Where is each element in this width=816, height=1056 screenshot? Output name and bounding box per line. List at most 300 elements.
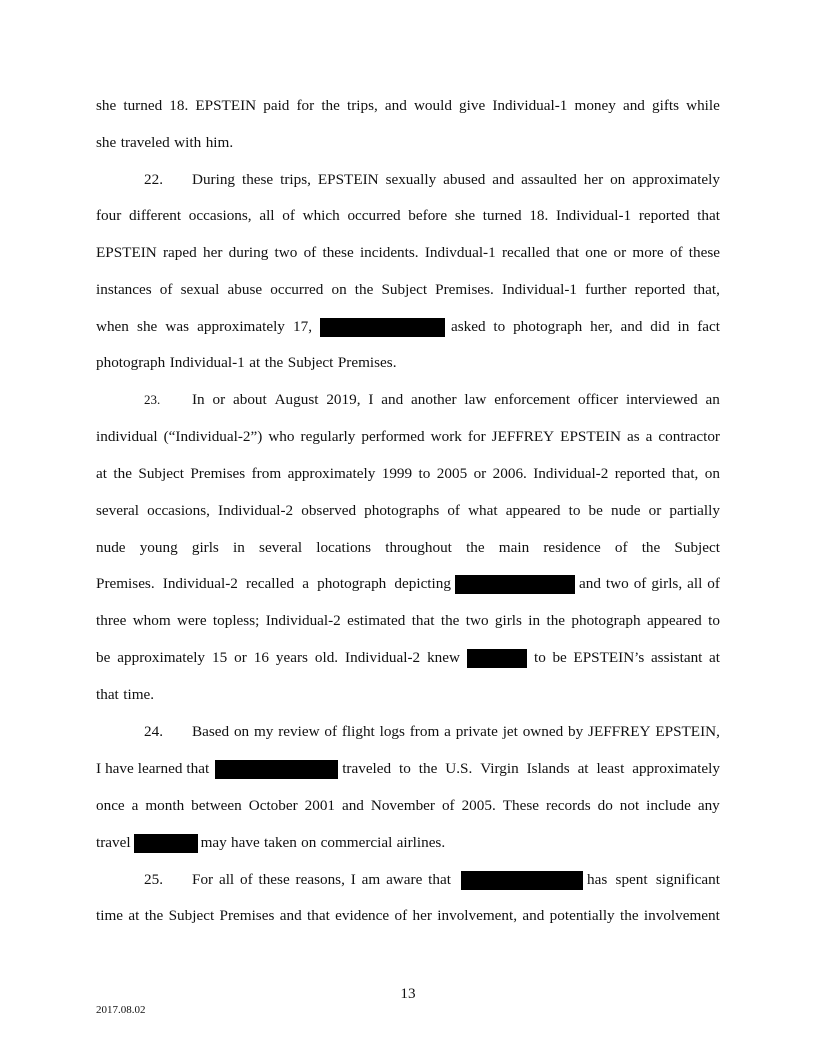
word: the bbox=[641, 539, 661, 556]
word: interviewed bbox=[626, 391, 698, 408]
p23-line-8-after bbox=[534, 647, 720, 669]
word: did bbox=[650, 318, 670, 335]
word: young bbox=[139, 539, 178, 556]
word: and bbox=[381, 391, 404, 408]
p23-line-9 bbox=[96, 684, 720, 706]
word: who bbox=[268, 428, 295, 445]
word: and bbox=[579, 575, 601, 592]
word: and bbox=[492, 171, 515, 188]
word: main bbox=[498, 539, 530, 556]
word: do bbox=[597, 797, 613, 814]
word: 18. bbox=[169, 97, 189, 114]
p22-line-4 bbox=[96, 279, 720, 301]
word: that bbox=[96, 686, 119, 703]
word: Individual-1 bbox=[501, 281, 578, 298]
paragraph-number-24: 24. bbox=[144, 723, 163, 740]
word: to bbox=[399, 760, 411, 777]
p24-line-3 bbox=[96, 795, 720, 817]
word: fact bbox=[697, 318, 720, 335]
word: November bbox=[370, 797, 435, 814]
word: her bbox=[202, 244, 223, 261]
word: photograph bbox=[317, 575, 387, 592]
word: that, bbox=[693, 281, 720, 298]
word: recalled bbox=[501, 244, 551, 261]
word: individual bbox=[96, 428, 158, 445]
word: girls bbox=[191, 539, 219, 556]
word: more bbox=[632, 244, 664, 261]
word: my bbox=[253, 723, 274, 740]
word: reported bbox=[614, 465, 666, 482]
p25-line-1-after bbox=[587, 869, 720, 891]
word: Subject bbox=[674, 539, 720, 556]
word: EPSTEIN’s bbox=[573, 649, 645, 666]
word: for bbox=[296, 97, 315, 114]
word: the bbox=[321, 97, 340, 114]
word: of bbox=[159, 281, 173, 298]
word: while bbox=[686, 97, 720, 114]
word: EPSTEIN, bbox=[655, 723, 720, 740]
word: and bbox=[279, 907, 302, 924]
word: learned bbox=[137, 760, 183, 777]
p23-line-4 bbox=[96, 500, 720, 522]
p25-line-2 bbox=[96, 905, 720, 927]
word: appeared bbox=[646, 612, 702, 629]
word: by bbox=[568, 723, 584, 740]
word: that bbox=[428, 871, 451, 888]
word: Indivdual-1 bbox=[424, 244, 496, 261]
word: she bbox=[96, 134, 117, 151]
p24-line-4 bbox=[96, 832, 720, 854]
word: the bbox=[546, 612, 566, 629]
word: turned bbox=[482, 207, 522, 224]
word: to bbox=[568, 502, 581, 519]
word: she bbox=[454, 207, 476, 224]
word: Individual-1 bbox=[492, 97, 568, 114]
p23-line-6-after bbox=[579, 573, 720, 595]
word: that bbox=[697, 207, 720, 224]
word: During bbox=[192, 171, 236, 188]
word: Premises. bbox=[337, 354, 397, 371]
paragraph-number-22: 22. bbox=[144, 171, 163, 188]
word: raped bbox=[163, 244, 197, 261]
word: the bbox=[620, 907, 639, 924]
word: of bbox=[282, 207, 295, 224]
word: 2001 bbox=[304, 797, 335, 814]
word: depicting bbox=[394, 575, 451, 592]
word: These bbox=[502, 797, 539, 814]
word: 18. bbox=[529, 207, 549, 224]
word: or bbox=[234, 649, 247, 666]
p25-line-1 bbox=[96, 869, 720, 891]
word: topless; bbox=[212, 612, 260, 629]
word: of bbox=[633, 575, 647, 592]
word: occasions, bbox=[147, 502, 210, 519]
p22-line-2 bbox=[96, 205, 720, 227]
word: approximately bbox=[632, 171, 720, 188]
word: which bbox=[302, 207, 340, 224]
word: EPSTEIN bbox=[560, 428, 621, 445]
word: asked bbox=[451, 318, 486, 335]
p24-line-2-after bbox=[342, 758, 720, 780]
word: involvement, bbox=[437, 907, 518, 924]
word: at bbox=[577, 760, 589, 777]
word: U.S. bbox=[445, 760, 473, 777]
word: at bbox=[128, 907, 140, 924]
word: several bbox=[96, 502, 140, 519]
word: occurred bbox=[347, 207, 401, 224]
word: an bbox=[705, 391, 720, 408]
word: she bbox=[96, 97, 117, 114]
word: enforcement bbox=[494, 391, 571, 408]
word: include bbox=[646, 797, 691, 814]
redaction-bar bbox=[320, 318, 445, 337]
word: all bbox=[218, 871, 235, 888]
p25-line-1-before bbox=[192, 869, 451, 891]
word: 17, bbox=[293, 318, 312, 335]
p24-line-1 bbox=[96, 721, 720, 743]
p23-line-6-before bbox=[96, 573, 451, 595]
word: girls, bbox=[651, 575, 683, 592]
word: one bbox=[585, 244, 608, 261]
word: of bbox=[707, 575, 720, 592]
word: these bbox=[322, 244, 354, 261]
word: Individual-2 bbox=[218, 502, 294, 519]
word: reasons, bbox=[295, 871, 345, 888]
word: and bbox=[522, 907, 545, 924]
word: three bbox=[96, 612, 127, 629]
word: of bbox=[441, 797, 455, 814]
word: photograph bbox=[96, 354, 166, 371]
word: her bbox=[412, 907, 432, 924]
word: significant bbox=[655, 871, 720, 888]
word: further bbox=[585, 281, 627, 298]
word: to bbox=[418, 465, 431, 482]
word: the bbox=[144, 907, 164, 924]
word: approximately bbox=[197, 318, 285, 335]
p24-line-2 bbox=[96, 758, 720, 780]
word: incidents. bbox=[359, 244, 419, 261]
word: when bbox=[96, 318, 129, 335]
word: and bbox=[341, 797, 364, 814]
word: flight bbox=[341, 723, 375, 740]
word: 1999 bbox=[381, 465, 413, 482]
word: JEFFREY bbox=[491, 428, 555, 445]
word: in bbox=[233, 539, 245, 556]
word: she bbox=[137, 318, 158, 335]
word: be bbox=[552, 649, 567, 666]
p24-line-4-before: travel bbox=[96, 834, 131, 851]
word: appeared bbox=[505, 502, 561, 519]
word: would bbox=[413, 97, 452, 114]
p23-line-1-text bbox=[192, 389, 720, 411]
word: of bbox=[324, 723, 338, 740]
word: in bbox=[528, 612, 541, 629]
word: has bbox=[587, 871, 608, 888]
word: and bbox=[622, 97, 645, 114]
word: aware bbox=[386, 871, 423, 888]
word: trips, bbox=[280, 171, 311, 188]
redaction-bar bbox=[461, 871, 583, 890]
word: photograph bbox=[513, 318, 583, 335]
word: 2005. bbox=[461, 797, 496, 814]
redaction-bar bbox=[467, 649, 527, 668]
word: review bbox=[278, 723, 320, 740]
word: approximately bbox=[117, 649, 206, 666]
word: once bbox=[96, 797, 125, 814]
word: to bbox=[708, 612, 720, 629]
word: Premises. bbox=[96, 575, 155, 592]
word: these bbox=[241, 171, 274, 188]
word: nude bbox=[96, 539, 126, 556]
word: For bbox=[192, 871, 214, 888]
word: the bbox=[354, 281, 374, 298]
p22-line-1 bbox=[96, 169, 720, 191]
word: am bbox=[361, 871, 381, 888]
p24-line-1-text bbox=[192, 721, 720, 743]
word: that bbox=[411, 612, 435, 629]
word: were bbox=[177, 612, 207, 629]
word: money bbox=[574, 97, 616, 114]
word: the bbox=[264, 354, 284, 371]
word: a bbox=[302, 575, 309, 592]
word: Based bbox=[192, 723, 230, 740]
word: whom bbox=[132, 612, 171, 629]
p23-line-7 bbox=[96, 610, 720, 632]
p21-line-2 bbox=[96, 132, 720, 154]
word: with bbox=[174, 134, 202, 151]
p22-line-3 bbox=[96, 242, 720, 264]
word: 2005 bbox=[436, 465, 468, 482]
word: at bbox=[709, 649, 720, 666]
p22-line-5 bbox=[96, 316, 720, 338]
word: approximately bbox=[632, 760, 720, 777]
word: two bbox=[605, 575, 629, 592]
word: Islands bbox=[526, 760, 570, 777]
word: about bbox=[233, 391, 267, 408]
paragraph-number-25: 25. bbox=[144, 871, 163, 888]
word: gifts bbox=[652, 97, 680, 114]
word: estimated bbox=[347, 612, 406, 629]
word: at bbox=[96, 465, 107, 482]
word: law bbox=[464, 391, 487, 408]
word: knew bbox=[427, 649, 460, 666]
word: least bbox=[596, 760, 625, 777]
word: 15 bbox=[211, 649, 228, 666]
word: another bbox=[411, 391, 457, 408]
paragraph-number-23: 23. bbox=[144, 392, 161, 407]
word: residence bbox=[543, 539, 601, 556]
word: or bbox=[648, 502, 662, 519]
p23-line-6 bbox=[96, 573, 720, 595]
word: Subject bbox=[287, 354, 334, 371]
word: officer bbox=[577, 391, 619, 408]
word: old. bbox=[314, 649, 339, 666]
word: jet bbox=[502, 723, 518, 740]
word: that, bbox=[671, 465, 699, 482]
word: Individual-2 bbox=[265, 612, 341, 629]
word: involvement bbox=[643, 907, 720, 924]
p23-line-2 bbox=[96, 426, 720, 448]
word: August bbox=[274, 391, 319, 408]
word: Individual-2 bbox=[162, 575, 238, 592]
word: what bbox=[468, 502, 498, 519]
word: traveled bbox=[120, 134, 170, 151]
p21-line-1 bbox=[96, 95, 720, 117]
word: observed bbox=[301, 502, 357, 519]
word: 2019, bbox=[326, 391, 361, 408]
word: JEFFREY bbox=[588, 723, 651, 740]
p22-line-6 bbox=[96, 352, 720, 374]
word: logs bbox=[379, 723, 405, 740]
word: as bbox=[626, 428, 640, 445]
p22-line-1-text bbox=[192, 169, 720, 191]
word: Subject bbox=[381, 281, 428, 298]
word: that bbox=[307, 907, 330, 924]
word: turned bbox=[123, 97, 163, 114]
word: Subject bbox=[138, 465, 184, 482]
word: or bbox=[613, 244, 627, 261]
word: on bbox=[331, 281, 347, 298]
word: two bbox=[274, 244, 298, 261]
word: Subject bbox=[168, 907, 215, 924]
word: approximately bbox=[287, 465, 376, 482]
word: contractor bbox=[658, 428, 720, 445]
redaction-bar bbox=[215, 760, 338, 779]
word: the bbox=[418, 760, 438, 777]
p22-line-5-before bbox=[96, 316, 312, 338]
word: potentially bbox=[549, 907, 615, 924]
word: private bbox=[455, 723, 498, 740]
word: or bbox=[473, 465, 487, 482]
word: month bbox=[145, 797, 185, 814]
word: was bbox=[165, 318, 190, 335]
word: paid bbox=[263, 97, 290, 114]
word: all bbox=[259, 207, 275, 224]
word: on bbox=[233, 723, 250, 740]
word: reported bbox=[638, 207, 690, 224]
word: to bbox=[493, 318, 506, 335]
word: of bbox=[614, 539, 628, 556]
word: spent bbox=[615, 871, 648, 888]
word: abuse bbox=[227, 281, 263, 298]
word: Virgin bbox=[480, 760, 519, 777]
word: have bbox=[105, 760, 134, 777]
word: Premises bbox=[190, 465, 246, 482]
word: work bbox=[430, 428, 462, 445]
word: partially bbox=[669, 502, 720, 519]
word: Individual-2 bbox=[533, 465, 609, 482]
word: all bbox=[687, 575, 703, 592]
p24-line-2-before bbox=[96, 758, 209, 780]
word: performed bbox=[361, 428, 425, 445]
word: Individual-1 bbox=[556, 207, 632, 224]
p23-line-5 bbox=[96, 537, 720, 559]
p24-line-4-after: may have taken on commercial airlines. bbox=[200, 834, 446, 851]
word: girls bbox=[494, 612, 522, 629]
word: her bbox=[583, 171, 604, 188]
word: owned bbox=[522, 723, 564, 740]
word: for bbox=[467, 428, 486, 445]
word: of bbox=[669, 244, 683, 261]
word: assaulted bbox=[521, 171, 577, 188]
footer-date: 2017.08.02 bbox=[96, 1004, 146, 1016]
word: not bbox=[619, 797, 640, 814]
p23-line-3 bbox=[96, 463, 720, 485]
word: or bbox=[212, 391, 226, 408]
word: four bbox=[96, 207, 122, 224]
word: time. bbox=[123, 686, 155, 703]
word: different bbox=[129, 207, 182, 224]
word: of bbox=[394, 907, 408, 924]
word: Individual-2 bbox=[345, 649, 421, 666]
word: traveled bbox=[342, 760, 392, 777]
word: I bbox=[350, 871, 356, 888]
word: and bbox=[384, 97, 407, 114]
word: occurred bbox=[270, 281, 324, 298]
redaction-bar bbox=[134, 834, 198, 853]
p23-line-1 bbox=[96, 389, 720, 411]
word: at bbox=[249, 354, 261, 371]
word: sexually bbox=[385, 171, 437, 188]
p23-line-8 bbox=[96, 647, 720, 669]
word: two bbox=[465, 612, 489, 629]
word: occasions, bbox=[188, 207, 252, 224]
word: October bbox=[248, 797, 298, 814]
word: that bbox=[556, 244, 580, 261]
word: several bbox=[259, 539, 303, 556]
p23-line-8-before bbox=[96, 647, 460, 669]
word: photograph bbox=[571, 612, 641, 629]
word: photographs bbox=[364, 502, 440, 519]
word: from bbox=[251, 465, 282, 482]
word: give bbox=[459, 97, 486, 114]
word: a bbox=[645, 428, 653, 445]
word: time bbox=[96, 907, 123, 924]
word: records bbox=[545, 797, 591, 814]
word: locations bbox=[316, 539, 372, 556]
word: the bbox=[440, 612, 460, 629]
word: of bbox=[303, 244, 317, 261]
word: and bbox=[620, 318, 643, 335]
word: I bbox=[368, 391, 374, 408]
word: throughout bbox=[385, 539, 452, 556]
page-number: 13 bbox=[400, 985, 416, 1002]
word: of bbox=[447, 502, 460, 519]
word: before bbox=[408, 207, 448, 224]
word: In bbox=[192, 391, 205, 408]
word: on bbox=[704, 465, 720, 482]
word: a bbox=[131, 797, 139, 814]
word: EPSTEIN bbox=[195, 97, 257, 114]
word: him. bbox=[205, 134, 234, 151]
word: to bbox=[534, 649, 546, 666]
word: sexual bbox=[180, 281, 220, 298]
word: any bbox=[697, 797, 720, 814]
word: regularly bbox=[300, 428, 356, 445]
word: these bbox=[688, 244, 720, 261]
word: the bbox=[466, 539, 485, 556]
word: nude bbox=[610, 502, 641, 519]
word: from bbox=[409, 723, 440, 740]
word: Individual-1 bbox=[169, 354, 245, 371]
word: Premises bbox=[219, 907, 275, 924]
word: EPSTEIN bbox=[96, 244, 157, 261]
word: these bbox=[258, 871, 290, 888]
p22-line-5-after bbox=[451, 316, 720, 338]
word: on bbox=[610, 171, 626, 188]
word: instances bbox=[96, 281, 152, 298]
word: 2006. bbox=[492, 465, 527, 482]
